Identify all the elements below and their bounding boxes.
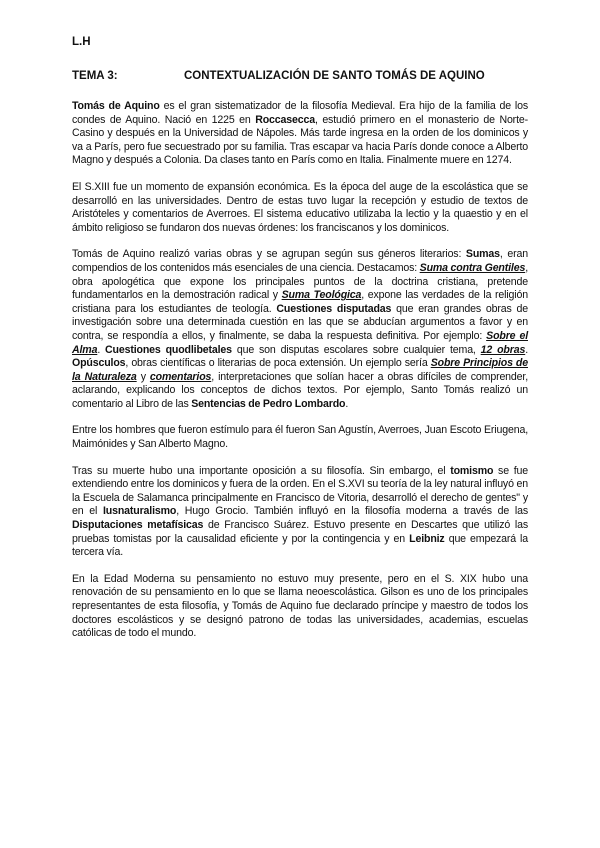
author-initials: L.H <box>72 36 91 48</box>
work-title: Sobre Principios de la Naturaleza <box>72 357 528 383</box>
text-run: que empezará la tercera vía. <box>72 532 529 559</box>
text-run: , estudió primero en el monasterio de Norte-Casino y después en la Universidad de Nápoles. Más tarde ingresa en la orden de los dominicos y va a París, pero fue secuestrado por su familia. Tras escapar va hacia París donde conoce a Alberto Magno y después a Colonia. Da clases tanto en París como en Italia. Finalmente muere en 1274. <box>72 113 528 167</box>
paragraph-influences: Entre los hombres que fueron estímulo para él fueron San Agustín, Averroes, Juan Escoto Eriugena, Maimónides y San Alberto Magno. <box>72 424 528 451</box>
section-heading <box>72 70 532 82</box>
text-run: , obra apologética que expone los principales puntos de la doctrina cristiana, pretende fundamentarlos en la demostración radical y <box>72 261 528 302</box>
bold-text: tomismo <box>450 464 494 477</box>
bold-text: Roccasecca <box>255 113 315 126</box>
text-run: , interpretaciones que solían hacer a obras difíciles de comprender, aclarando, explicando los conceptos de dichos textos. Por ejemplo, Santo Tomás realizó un comentario al Libro de las <box>72 370 528 410</box>
text-run: es el gran sistematizador de la filosofía Medieval. Era hijo de la familia de los condes de Aquino. Nació en 1225 en <box>72 100 528 126</box>
work-title: Sobre el Alma <box>72 329 528 356</box>
paragraph-biography <box>72 100 528 168</box>
text-run: de Francisco Suárez. Estuvo presente en Descartes que utilizó las pruebas tomistas por la causalidad eficiente y por la contingencia y en <box>72 519 528 545</box>
section-number: TEMA 3: <box>72 70 118 82</box>
text-run: Tras su muerte hubo una importante oposición a su filosofía. Sin embargo, el <box>72 464 451 477</box>
section-title: CONTEXTUALIZACIÓN DE SANTO TOMÁS DE AQUINO <box>184 70 485 82</box>
bold-text: Tomás de Aquino <box>72 100 160 112</box>
text-run: , Hugo Grocio. También influyó en la filosofía moderna a través de las <box>176 505 528 518</box>
body-text <box>72 100 528 654</box>
bold-text: Sentencias de Pedro Lombardo <box>191 397 346 410</box>
paragraph-context: El S.XIII fue un momento de expansión económica. Es la época del auge de la escolástica que se desarrolló en las universidades. Dentro de estas tuvo lugar la recepción y estudio de textos de Aristóteles y comentarios de Averroes. El sistema educativo utilizaba la lectio y la quaestio y en el ámbito religioso se fundaron dos nuevas órdenes: los franciscanos y los dominicos. <box>72 180 528 234</box>
text-run: que eran grandes obras de investigación sobre una determinada cuestión en las que se abducían argumentos a favor y en contra, se respondía a ellos, y finalmente, se daba la respuesta definitiva. Por ejemplo: <box>72 302 528 342</box>
text-run: , obras científicas o literarias de poca extensión. Un ejemplo sería <box>125 357 431 370</box>
paragraph-works <box>72 248 528 411</box>
bold-text: Cuestiones disputadas <box>276 302 392 315</box>
bold-text: Leibniz <box>409 532 445 545</box>
text-run: se fue extendiendo entre los dominicos y fuera de la orden. En el S.XVI su teoría de la ley natural influyó en la Escuela de Salamanca principalmente en Francisco de Vitoria, desarrolló el derecho de gentes" y en el <box>72 464 528 518</box>
bold-text: Sumas <box>465 248 500 261</box>
text-run: . <box>345 397 349 410</box>
text-run: , expone las verdades de la religión cristiana para los estudiantes de teología. <box>72 289 528 315</box>
bold-text: Disputaciones metafísicas <box>72 519 204 532</box>
work-title: Suma contra Gentiles <box>419 261 526 274</box>
paragraph-modern-age: En la Edad Moderna su pensamiento no estuvo muy presente, pero en el S. XIX hubo una renovación de su pensamiento en lo que se llama neoescolástica. Gilson es uno de los principales representantes de esta filosofía, y Tomás de Aquino fue declarado príncipe y maestro de todos los doctores escolásticos y se designó patrono de todas las universidades, academias, escuelas católicas de todo el mundo. <box>72 572 528 640</box>
paragraph-legacy <box>72 465 528 560</box>
work-title: Suma Teológica <box>281 289 362 302</box>
text-run: que son disputas escolares sobre cualquier tema, <box>231 343 481 356</box>
bold-text: Cuestiones quodlibetales <box>105 343 232 356</box>
text-run: , eran compendios de los contenidos más esenciales de una ciencia. Destacamos: <box>72 248 528 274</box>
text-run: Tomás de Aquino realizó varias obras y se agrupan según sus géneros literarios: <box>72 248 466 261</box>
text-run: . <box>97 343 106 356</box>
bold-text: Iusnaturalismo <box>102 505 177 518</box>
work-count: 12 obras <box>480 343 526 356</box>
bold-text: Opúsculos <box>72 357 126 370</box>
text-run: . <box>525 343 528 356</box>
text-run: y <box>136 370 150 383</box>
work-genre: comentarios <box>149 370 212 383</box>
